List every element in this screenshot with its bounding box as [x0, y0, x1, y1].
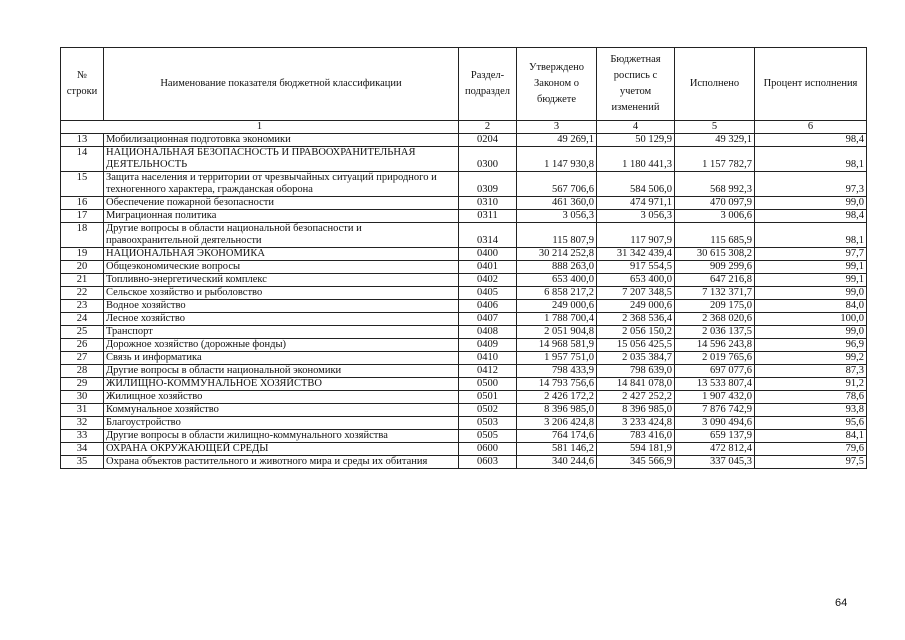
execution-percent: 99,1	[755, 274, 867, 287]
indicator-name: Водное хозяйство	[104, 300, 459, 313]
executed-amount: 14 596 243,8	[675, 339, 755, 352]
table-row	[61, 172, 867, 197]
schedule-amount: 798 639,0	[597, 365, 675, 378]
executed-amount: 7 876 742,9	[675, 404, 755, 417]
row-number: 15	[61, 172, 104, 197]
schedule-amount: 249 000,6	[597, 300, 675, 313]
section-code: 0500	[459, 378, 517, 391]
indicator-name: НАЦИОНАЛЬНАЯ БЕЗОПАСНОСТЬ И ПРАВООХРАНИТЕЛЬНАЯ ДЕЯТЕЛЬНОСТЬ	[104, 147, 459, 172]
approved-amount: 1 147 930,8	[517, 147, 597, 172]
row-number: 26	[61, 339, 104, 352]
schedule-amount: 594 181,9	[597, 443, 675, 456]
table-row	[61, 352, 867, 365]
execution-percent: 97,3	[755, 172, 867, 197]
section-code: 0406	[459, 300, 517, 313]
indicator-name: Топливно-энергетический комплекс	[104, 274, 459, 287]
approved-amount: 8 396 985,0	[517, 404, 597, 417]
executed-amount: 337 045,3	[675, 456, 755, 469]
executed-amount: 568 992,3	[675, 172, 755, 197]
execution-percent: 79,6	[755, 443, 867, 456]
approved-amount: 14 968 581,9	[517, 339, 597, 352]
schedule-amount: 3 056,3	[597, 210, 675, 223]
column-number: 2	[459, 121, 517, 134]
header-approved: Утверждено Законом о бюджете	[517, 48, 597, 121]
indicator-name: Охрана объектов растительного и животного мира и среды их обитания	[104, 456, 459, 469]
execution-percent: 95,6	[755, 417, 867, 430]
execution-percent: 99,1	[755, 261, 867, 274]
header-execution-percent: Процент исполнения	[755, 48, 867, 121]
executed-amount: 3 090 494,6	[675, 417, 755, 430]
execution-percent: 84,0	[755, 300, 867, 313]
row-number: 21	[61, 274, 104, 287]
execution-percent: 99,0	[755, 197, 867, 210]
section-code: 0401	[459, 261, 517, 274]
executed-amount: 3 006,6	[675, 210, 755, 223]
row-number: 19	[61, 248, 104, 261]
execution-percent: 97,7	[755, 248, 867, 261]
approved-amount: 249 000,6	[517, 300, 597, 313]
table-row	[61, 339, 867, 352]
approved-amount: 6 858 217,2	[517, 287, 597, 300]
indicator-name: ОХРАНА ОКРУЖАЮЩЕЙ СРЕДЫ	[104, 443, 459, 456]
schedule-amount: 8 396 985,0	[597, 404, 675, 417]
indicator-name: Транспорт	[104, 326, 459, 339]
execution-percent: 98,1	[755, 147, 867, 172]
section-code: 0505	[459, 430, 517, 443]
executed-amount: 472 812,4	[675, 443, 755, 456]
approved-amount: 888 263,0	[517, 261, 597, 274]
executed-amount: 115 685,9	[675, 223, 755, 248]
budget-execution-table	[60, 47, 867, 469]
header-row-number: № строки	[61, 48, 104, 121]
schedule-amount: 783 416,0	[597, 430, 675, 443]
executed-amount: 1 907 432,0	[675, 391, 755, 404]
schedule-amount: 2 035 384,7	[597, 352, 675, 365]
indicator-name: Жилищное хозяйство	[104, 391, 459, 404]
section-code: 0407	[459, 313, 517, 326]
row-number: 22	[61, 287, 104, 300]
header-indicator-name: Наименование показателя бюджетной классификации	[104, 48, 459, 121]
approved-amount: 1 957 751,0	[517, 352, 597, 365]
schedule-amount: 2 056 150,2	[597, 326, 675, 339]
execution-percent: 98,1	[755, 223, 867, 248]
schedule-amount: 474 971,1	[597, 197, 675, 210]
execution-percent: 100,0	[755, 313, 867, 326]
row-number: 30	[61, 391, 104, 404]
column-number: 1	[61, 121, 459, 134]
indicator-name: Другие вопросы в области национальной безопасности и правоохранительной деятельности	[104, 223, 459, 248]
approved-amount: 653 400,0	[517, 274, 597, 287]
row-number: 14	[61, 147, 104, 172]
execution-percent: 93,8	[755, 404, 867, 417]
row-number: 29	[61, 378, 104, 391]
section-code: 0412	[459, 365, 517, 378]
approved-amount: 3 056,3	[517, 210, 597, 223]
section-code: 0603	[459, 456, 517, 469]
table-row	[61, 287, 867, 300]
approved-amount: 1 788 700,4	[517, 313, 597, 326]
header-executed: Исполнено	[675, 48, 755, 121]
section-code: 0503	[459, 417, 517, 430]
execution-percent: 96,9	[755, 339, 867, 352]
row-number: 16	[61, 197, 104, 210]
section-code: 0501	[459, 391, 517, 404]
approved-amount: 115 807,9	[517, 223, 597, 248]
table-row	[61, 261, 867, 274]
schedule-amount: 917 554,5	[597, 261, 675, 274]
indicator-name: НАЦИОНАЛЬНАЯ ЭКОНОМИКА	[104, 248, 459, 261]
indicator-name: Дорожное хозяйство (дорожные фонды)	[104, 339, 459, 352]
execution-percent: 87,3	[755, 365, 867, 378]
executed-amount: 209 175,0	[675, 300, 755, 313]
approved-amount: 3 206 424,8	[517, 417, 597, 430]
schedule-amount: 2 368 536,4	[597, 313, 675, 326]
table-row	[61, 197, 867, 210]
indicator-name: Сельское хозяйство и рыболовство	[104, 287, 459, 300]
table-row	[61, 391, 867, 404]
table-row	[61, 210, 867, 223]
schedule-amount: 2 427 252,2	[597, 391, 675, 404]
row-number: 31	[61, 404, 104, 417]
indicator-name: Коммунальное хозяйство	[104, 404, 459, 417]
executed-amount: 7 132 371,7	[675, 287, 755, 300]
section-code: 0204	[459, 134, 517, 147]
approved-amount: 2 426 172,2	[517, 391, 597, 404]
indicator-name: ЖИЛИЩНО-КОММУНАЛЬНОЕ ХОЗЯЙСТВО	[104, 378, 459, 391]
executed-amount: 909 299,6	[675, 261, 755, 274]
indicator-name: Мобилизационная подготовка экономики	[104, 134, 459, 147]
schedule-amount: 50 129,9	[597, 134, 675, 147]
table-row	[61, 300, 867, 313]
header-budget-schedule: Бюджетная роспись с учетом изменений	[597, 48, 675, 121]
section-code: 0402	[459, 274, 517, 287]
executed-amount: 2 019 765,6	[675, 352, 755, 365]
indicator-name: Лесное хозяйство	[104, 313, 459, 326]
section-code: 0408	[459, 326, 517, 339]
header-section-code: Раздел-подраздел	[459, 48, 517, 121]
executed-amount: 30 615 308,2	[675, 248, 755, 261]
executed-amount: 647 216,8	[675, 274, 755, 287]
approved-amount: 461 360,0	[517, 197, 597, 210]
section-code: 0409	[459, 339, 517, 352]
row-number: 18	[61, 223, 104, 248]
schedule-amount: 653 400,0	[597, 274, 675, 287]
execution-percent: 84,1	[755, 430, 867, 443]
execution-percent: 98,4	[755, 134, 867, 147]
indicator-name: Общеэкономические вопросы	[104, 261, 459, 274]
row-number: 13	[61, 134, 104, 147]
indicator-name: Другие вопросы в области жилищно-коммунального хозяйства	[104, 430, 459, 443]
table-row	[61, 248, 867, 261]
table-row	[61, 443, 867, 456]
table-row	[61, 326, 867, 339]
approved-amount: 581 146,2	[517, 443, 597, 456]
indicator-name: Обеспечение пожарной безопасности	[104, 197, 459, 210]
executed-amount: 1 157 782,7	[675, 147, 755, 172]
table-row	[61, 147, 867, 172]
indicator-name: Защита населения и территории от чрезвычайных ситуаций природного и техногенного характера, гражданская оборона	[104, 172, 459, 197]
execution-percent: 99,0	[755, 326, 867, 339]
approved-amount: 340 244,6	[517, 456, 597, 469]
section-code: 0310	[459, 197, 517, 210]
schedule-amount: 1 180 441,3	[597, 147, 675, 172]
schedule-amount: 584 506,0	[597, 172, 675, 197]
row-number: 32	[61, 417, 104, 430]
approved-amount: 2 051 904,8	[517, 326, 597, 339]
executed-amount: 13 533 807,4	[675, 378, 755, 391]
row-number: 33	[61, 430, 104, 443]
row-number: 17	[61, 210, 104, 223]
table-row	[61, 417, 867, 430]
table-row	[61, 223, 867, 248]
execution-percent: 97,5	[755, 456, 867, 469]
table-row	[61, 274, 867, 287]
section-code: 0600	[459, 443, 517, 456]
executed-amount: 470 097,9	[675, 197, 755, 210]
schedule-amount: 7 207 348,5	[597, 287, 675, 300]
executed-amount: 2 036 137,5	[675, 326, 755, 339]
executed-amount: 2 368 020,6	[675, 313, 755, 326]
row-number: 24	[61, 313, 104, 326]
executed-amount: 49 329,1	[675, 134, 755, 147]
table-body	[61, 121, 867, 469]
table-row	[61, 430, 867, 443]
approved-amount: 764 174,6	[517, 430, 597, 443]
section-code: 0405	[459, 287, 517, 300]
page-number: 64	[835, 597, 848, 609]
table-row	[61, 378, 867, 391]
approved-amount: 49 269,1	[517, 134, 597, 147]
approved-amount: 30 214 252,8	[517, 248, 597, 261]
schedule-amount: 14 841 078,0	[597, 378, 675, 391]
section-code: 0314	[459, 223, 517, 248]
row-number: 25	[61, 326, 104, 339]
column-number: 3	[517, 121, 597, 134]
table-row	[61, 365, 867, 378]
indicator-name: Другие вопросы в области национальной экономики	[104, 365, 459, 378]
schedule-amount: 31 342 439,4	[597, 248, 675, 261]
execution-percent: 78,6	[755, 391, 867, 404]
table-row	[61, 456, 867, 469]
column-number: 4	[597, 121, 675, 134]
row-number: 28	[61, 365, 104, 378]
schedule-amount: 15 056 425,5	[597, 339, 675, 352]
executed-amount: 697 077,6	[675, 365, 755, 378]
execution-percent: 98,4	[755, 210, 867, 223]
table-row	[61, 404, 867, 417]
column-number-row	[61, 121, 867, 134]
row-number: 34	[61, 443, 104, 456]
header-row	[61, 48, 867, 121]
schedule-amount: 345 566,9	[597, 456, 675, 469]
section-code: 0309	[459, 172, 517, 197]
approved-amount: 567 706,6	[517, 172, 597, 197]
section-code: 0300	[459, 147, 517, 172]
section-code: 0311	[459, 210, 517, 223]
schedule-amount: 117 907,9	[597, 223, 675, 248]
indicator-name: Благоустройство	[104, 417, 459, 430]
row-number: 35	[61, 456, 104, 469]
execution-percent: 99,0	[755, 287, 867, 300]
indicator-name: Миграционная политика	[104, 210, 459, 223]
approved-amount: 14 793 756,6	[517, 378, 597, 391]
execution-percent: 99,2	[755, 352, 867, 365]
column-number: 6	[755, 121, 867, 134]
row-number: 27	[61, 352, 104, 365]
schedule-amount: 3 233 424,8	[597, 417, 675, 430]
table-row	[61, 313, 867, 326]
table-row	[61, 134, 867, 147]
row-number: 23	[61, 300, 104, 313]
section-code: 0400	[459, 248, 517, 261]
execution-percent: 91,2	[755, 378, 867, 391]
row-number: 20	[61, 261, 104, 274]
executed-amount: 659 137,9	[675, 430, 755, 443]
column-number: 5	[675, 121, 755, 134]
section-code: 0410	[459, 352, 517, 365]
approved-amount: 798 433,9	[517, 365, 597, 378]
indicator-name: Связь и информатика	[104, 352, 459, 365]
section-code: 0502	[459, 404, 517, 417]
